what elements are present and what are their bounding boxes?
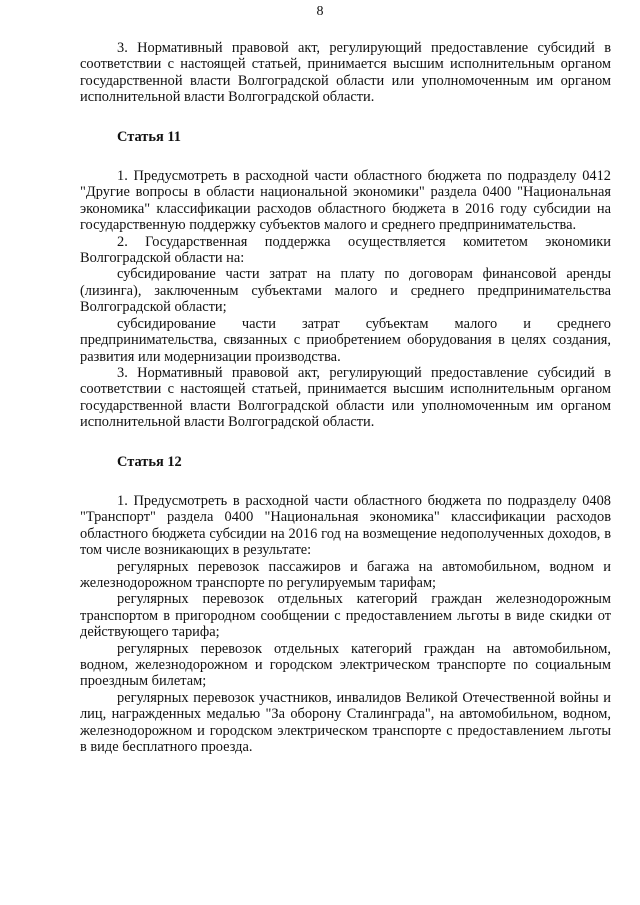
spacer [80, 145, 611, 168]
paragraph: субсидирование части затрат субъектам малого и среднего предпринимательства, связанных с приобретением оборудования в целях создания, развития или модернизации производства. [80, 315, 611, 365]
article-heading: Статья 11 [117, 128, 181, 145]
paragraph: регулярных перевозок пассажиров и багажа на автомобильном, водном и железнодорожном транспорте по регулируемым тарифам; [80, 558, 611, 591]
spacer [80, 431, 611, 454]
paragraph: регулярных перевозок участников, инвалидов Великой Отечественной войны и лиц, награжденных медалью "За оборону Сталинграда", на автомобильном, водном, железнодорожном и городском электрическом транспорте с предоставлением льготы в виде бесплатного проезда. [80, 689, 611, 756]
spacer [80, 106, 611, 129]
page-number: 8 [316, 4, 324, 19]
paragraph: 1. Предусмотреть в расходной части областного бюджета по подразделу 0412 "Другие вопросы в области национальной экономики" раздела 0400 "Национальная экономика" классификации расходов областного бюджета в 2016 году субсидии на государственную поддержку субъектов малого и среднего предпринимательства. [80, 168, 611, 234]
article-heading: Статья 12 [117, 453, 182, 470]
document-body [80, 40, 611, 755]
paragraph: 1. Предусмотреть в расходной части областного бюджета по подразделу 0408 "Транспорт" раздела 0400 "Национальная экономика" классификации расходов областного бюджета субсидии на 2016 год на возмещение недополученных доходов, в том числе возникающих в результате: [80, 492, 611, 559]
paragraph: 3. Нормативный правовой акт, регулирующий предоставление субсидий в соответствии с настоящей статьей, принимается высшим исполнительным органом государственной власти Волгоградской области или уполномоченным им органом исполнительной власти Волгоградской области. [80, 40, 611, 106]
paragraph: регулярных перевозок отдельных категорий граждан на автомобильном, водном, железнодорожном и городском электрическом транспорте по социальным проездным билетам; [80, 640, 611, 690]
paragraph: субсидирование части затрат на плату по договорам финансовой аренды (лизинга), заключенным субъектами малого и среднего предпринимательства Волгоградской области; [80, 266, 611, 316]
spacer [80, 470, 611, 493]
paragraph: 3. Нормативный правовой акт, регулирующий предоставление субсидий в соответствии с настоящей статьей, принимается высшим исполнительным органом государственной власти Волгоградской области или уполномоченным им органом исполнительной власти Волгоградской области. [80, 364, 611, 431]
paragraph: регулярных перевозок отдельных категорий граждан железнодорожным транспортом в пригородном сообщении с предоставлением льготы в виде скидки от действующего тарифа; [80, 591, 611, 641]
paragraph: 2. Государственная поддержка осуществляется комитетом экономики Волгоградской области на: [80, 233, 611, 267]
